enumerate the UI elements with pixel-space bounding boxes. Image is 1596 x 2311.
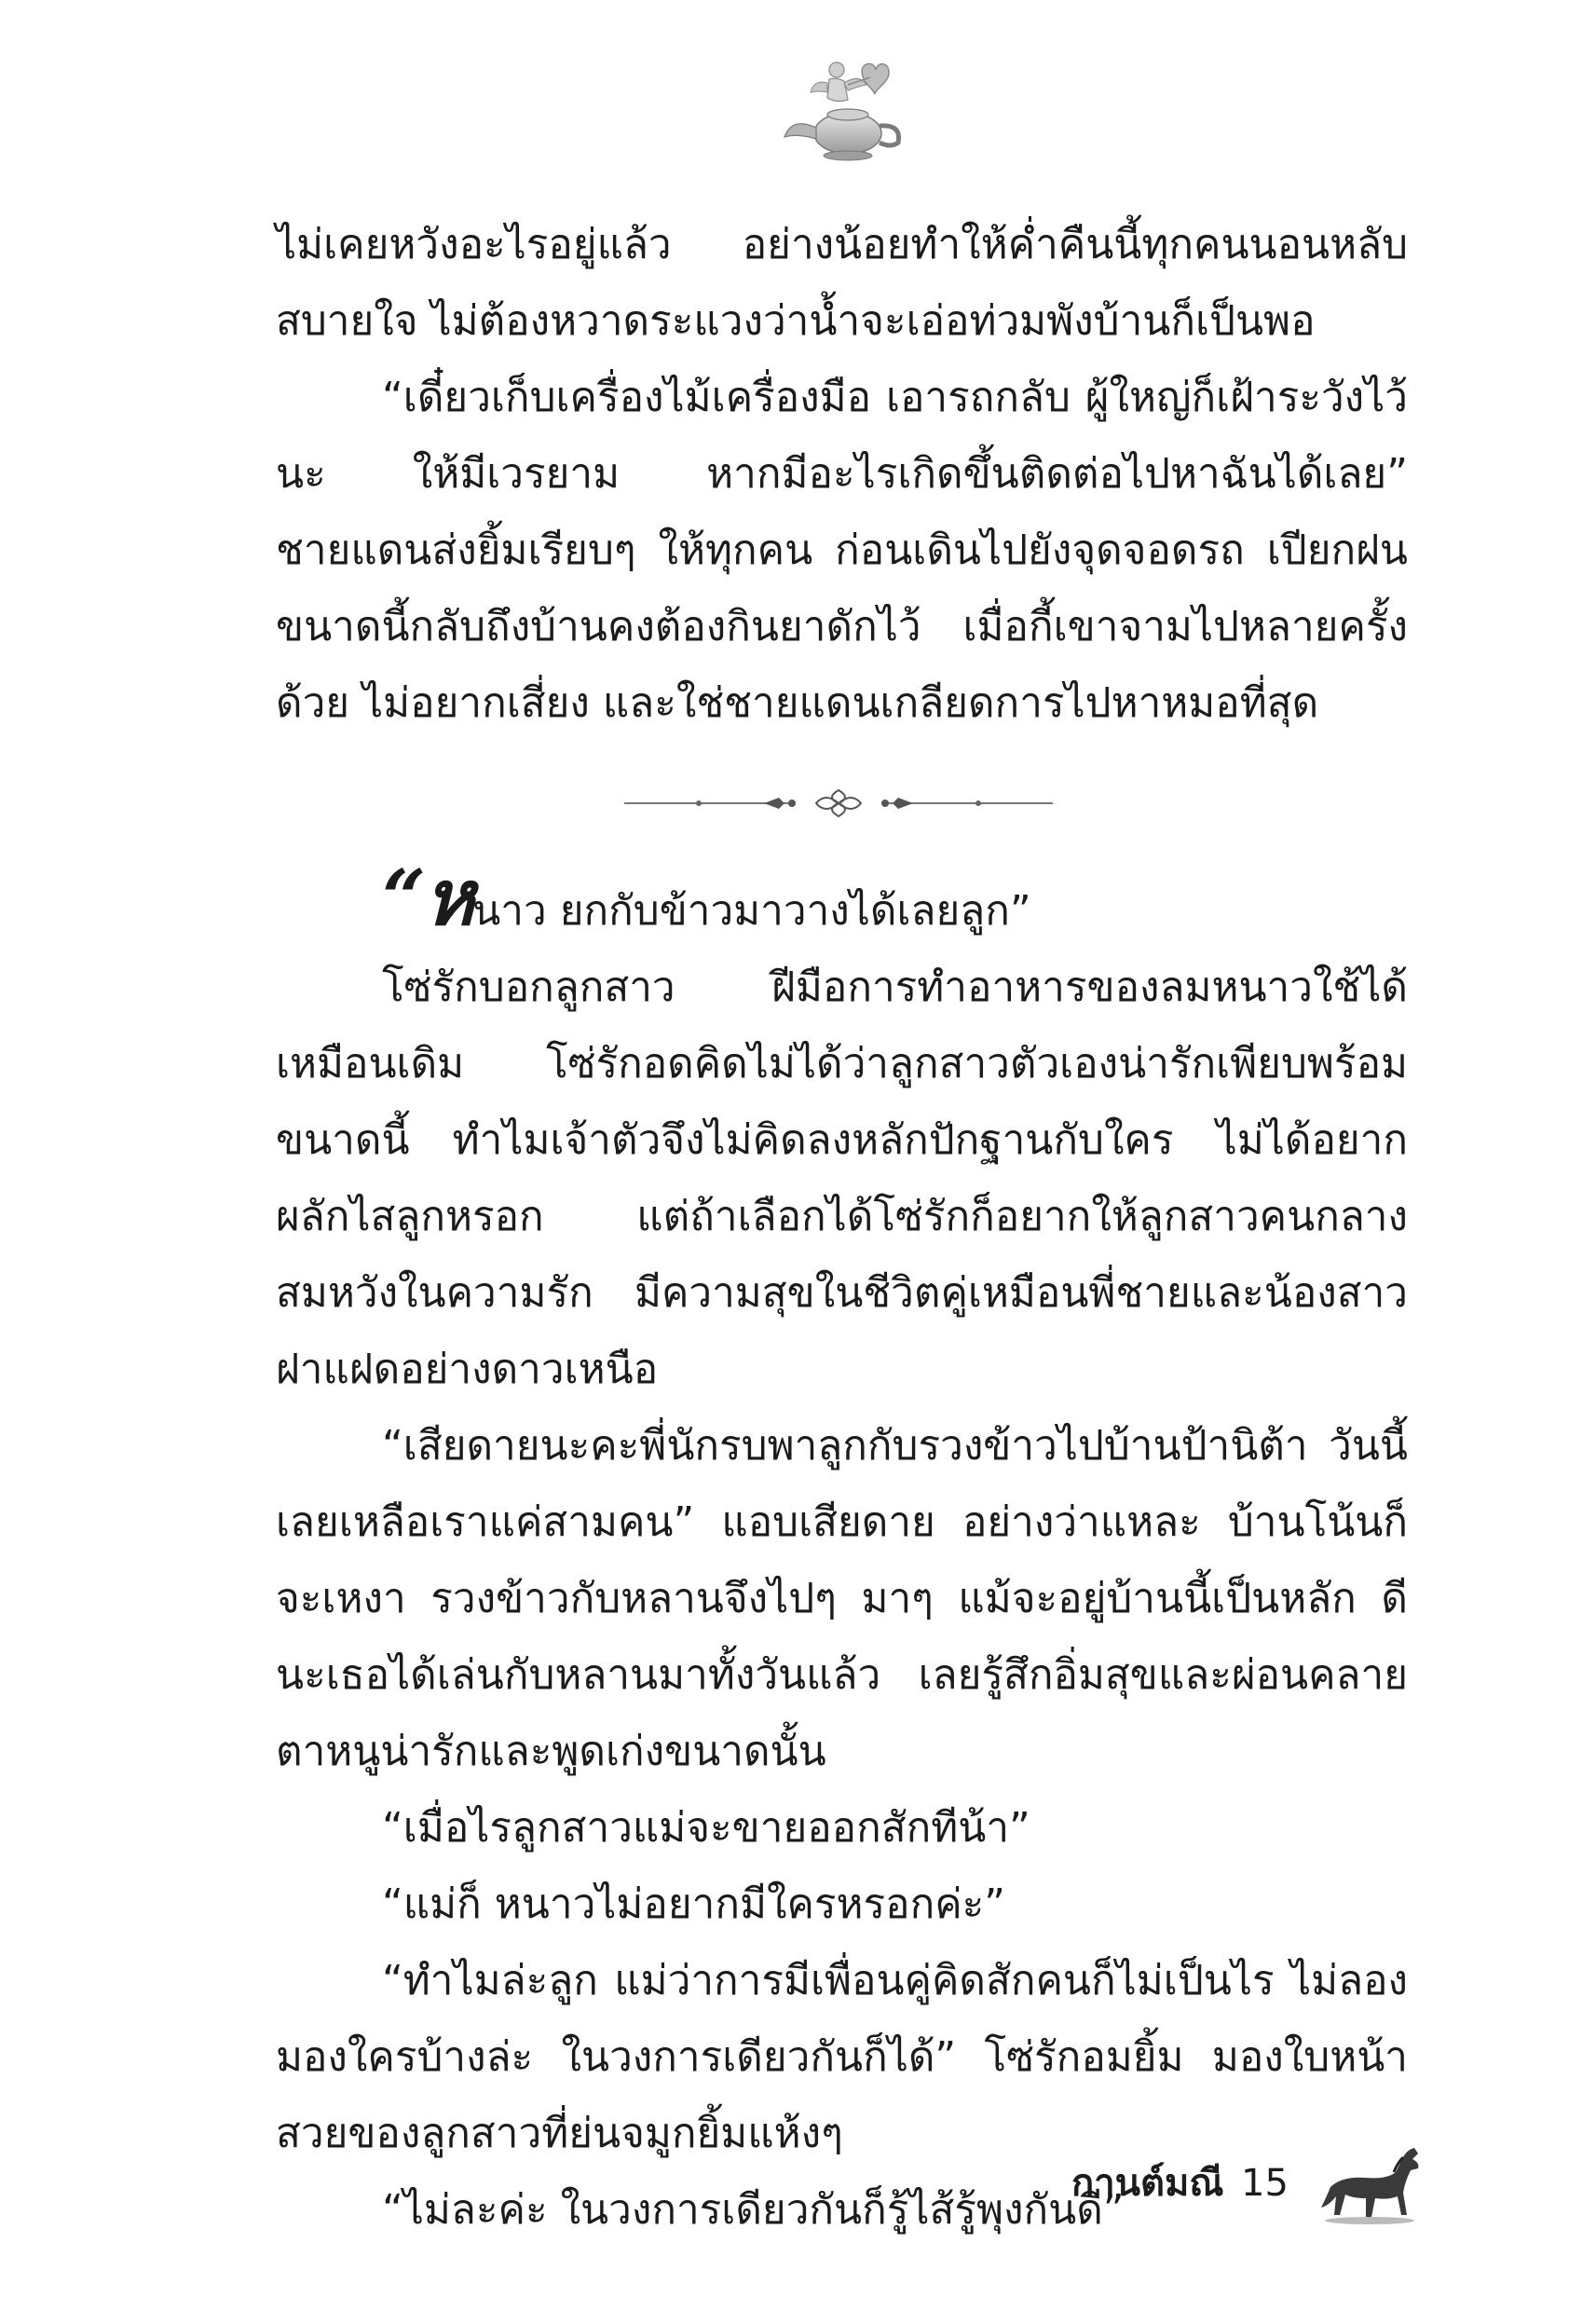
paragraph: “เมื่อไรลูกสาวแม่จะขายออกสักทีน้า” [382,1804,1030,1852]
section-1-text [276,207,1408,742]
floral-divider-icon [624,785,1053,822]
opening-line [276,854,1408,950]
paragraph: โซ่รักบอกลูกสาว ฝีมือการทำอาหารของลมหนาวใช้ได้เหมือนเดิม โซ่รักอดคิดไม่ได้ว่าลูกสาวตัวเองน่ารักเพียบพร้อมขนาดนี้ ทำไมเจ้าตัวจึงไม่คิดลงหลักปักฐานกับใคร ไม่ได้อยากผลักไสลูกหรอก แต่ถ้าเลือกได้โซ่รักก็อยากให้ลูกสาวคนกลางสมหวังในความรัก มีความสุขในชีวิตคู่เหมือนพี่ชายและน้องสาวฝาแฝดอย่างดาวเหนือ [276,964,1408,1393]
teapot-with-cupid-icon [773,51,913,163]
paragraph: “แม่ก็ หนาวไม่อยากมีใครหรอกค่ะ” [382,1880,1006,1928]
book-title: กานต์มณี [1071,2162,1224,2205]
paragraph: “เดี๋ยวเก็บเครื่องไม้เครื่องมือ เอารถกลับ ผู้ใหญ่ก็เฝ้าระวังไว้นะ ให้มีเวรยาม หากมีอะไรเกิดขึ้นติดต่อไปหาฉันได้เลย” ชายแดนส่งยิ้มเรียบๆ ให้ทุกคน ก่อนเดินไปยังจุดจอดรถ เปียกฝนขนาดนี้กลับถึงบ้านคงต้องกินยาดักไว้ เมื่อกี้เขาจามไปหลายครั้งด้วย ไม่อยากเสี่ยง และใช่ชายแดนเกลียดการไปหาหมอที่สุด [276,374,1408,727]
page-footer [1025,2139,1425,2232]
paragraph: “ทำไมล่ะลูก แม่ว่าการมีเพื่อนคู่คิดสักคนก็ไม่เป็นไร ไม่ลองมองใครบ้างล่ะ ในวงการเดียวกันก็ได้” โซ่รักอมยิ้ม มองใบหน้าสวยของลูกสาวที่ย่นจมูกยิ้มแห้งๆ [276,1957,1408,2157]
paragraph: “เสียดายนะคะพี่นักรบพาลูกกับรวงข้าวไปบ้านป้านิต้า วันนี้เลยเหลือเราแค่สามคน” แอบเสียดาย อย่างว่าแหละ บ้านโน้นก็จะเหงา รวงข้าวกับหลานจึงไปๆ มาๆ แม้จะอยู่บ้านนี้เป็นหลัก ดีนะเธอได้เล่นกับหลานมาทั้งวันแล้ว เลยรู้สึกอิ่มสุขและผ่อนคลาย ตาหนูน่ารักและพูดเก่งขนาดนั้น [276,1422,1408,1775]
paragraph: ไม่เคยหวังอะไรอยู่แล้ว อย่างน้อยทำให้ค่ำคืนนี้ทุกคนนอนหลับสบายใจ ไม่ต้องหวาดระแวงว่าน้ำจะเอ่อท่วมพังบ้านก็เป็นพอ [276,221,1408,345]
paragraph: “ไม่ละค่ะ ในวงการเดียวกันก็รู้ไส้รู้พุงกันดี” [382,2186,1125,2234]
horse-icon [1314,2139,1425,2227]
dropcap: “ห [382,854,473,943]
page-number: 15 [1241,2162,1289,2205]
section-2-text [276,854,1408,2249]
opening-line-text: นาว ยกกับข้าวมาวางได้เลยลูก” [472,887,1031,935]
